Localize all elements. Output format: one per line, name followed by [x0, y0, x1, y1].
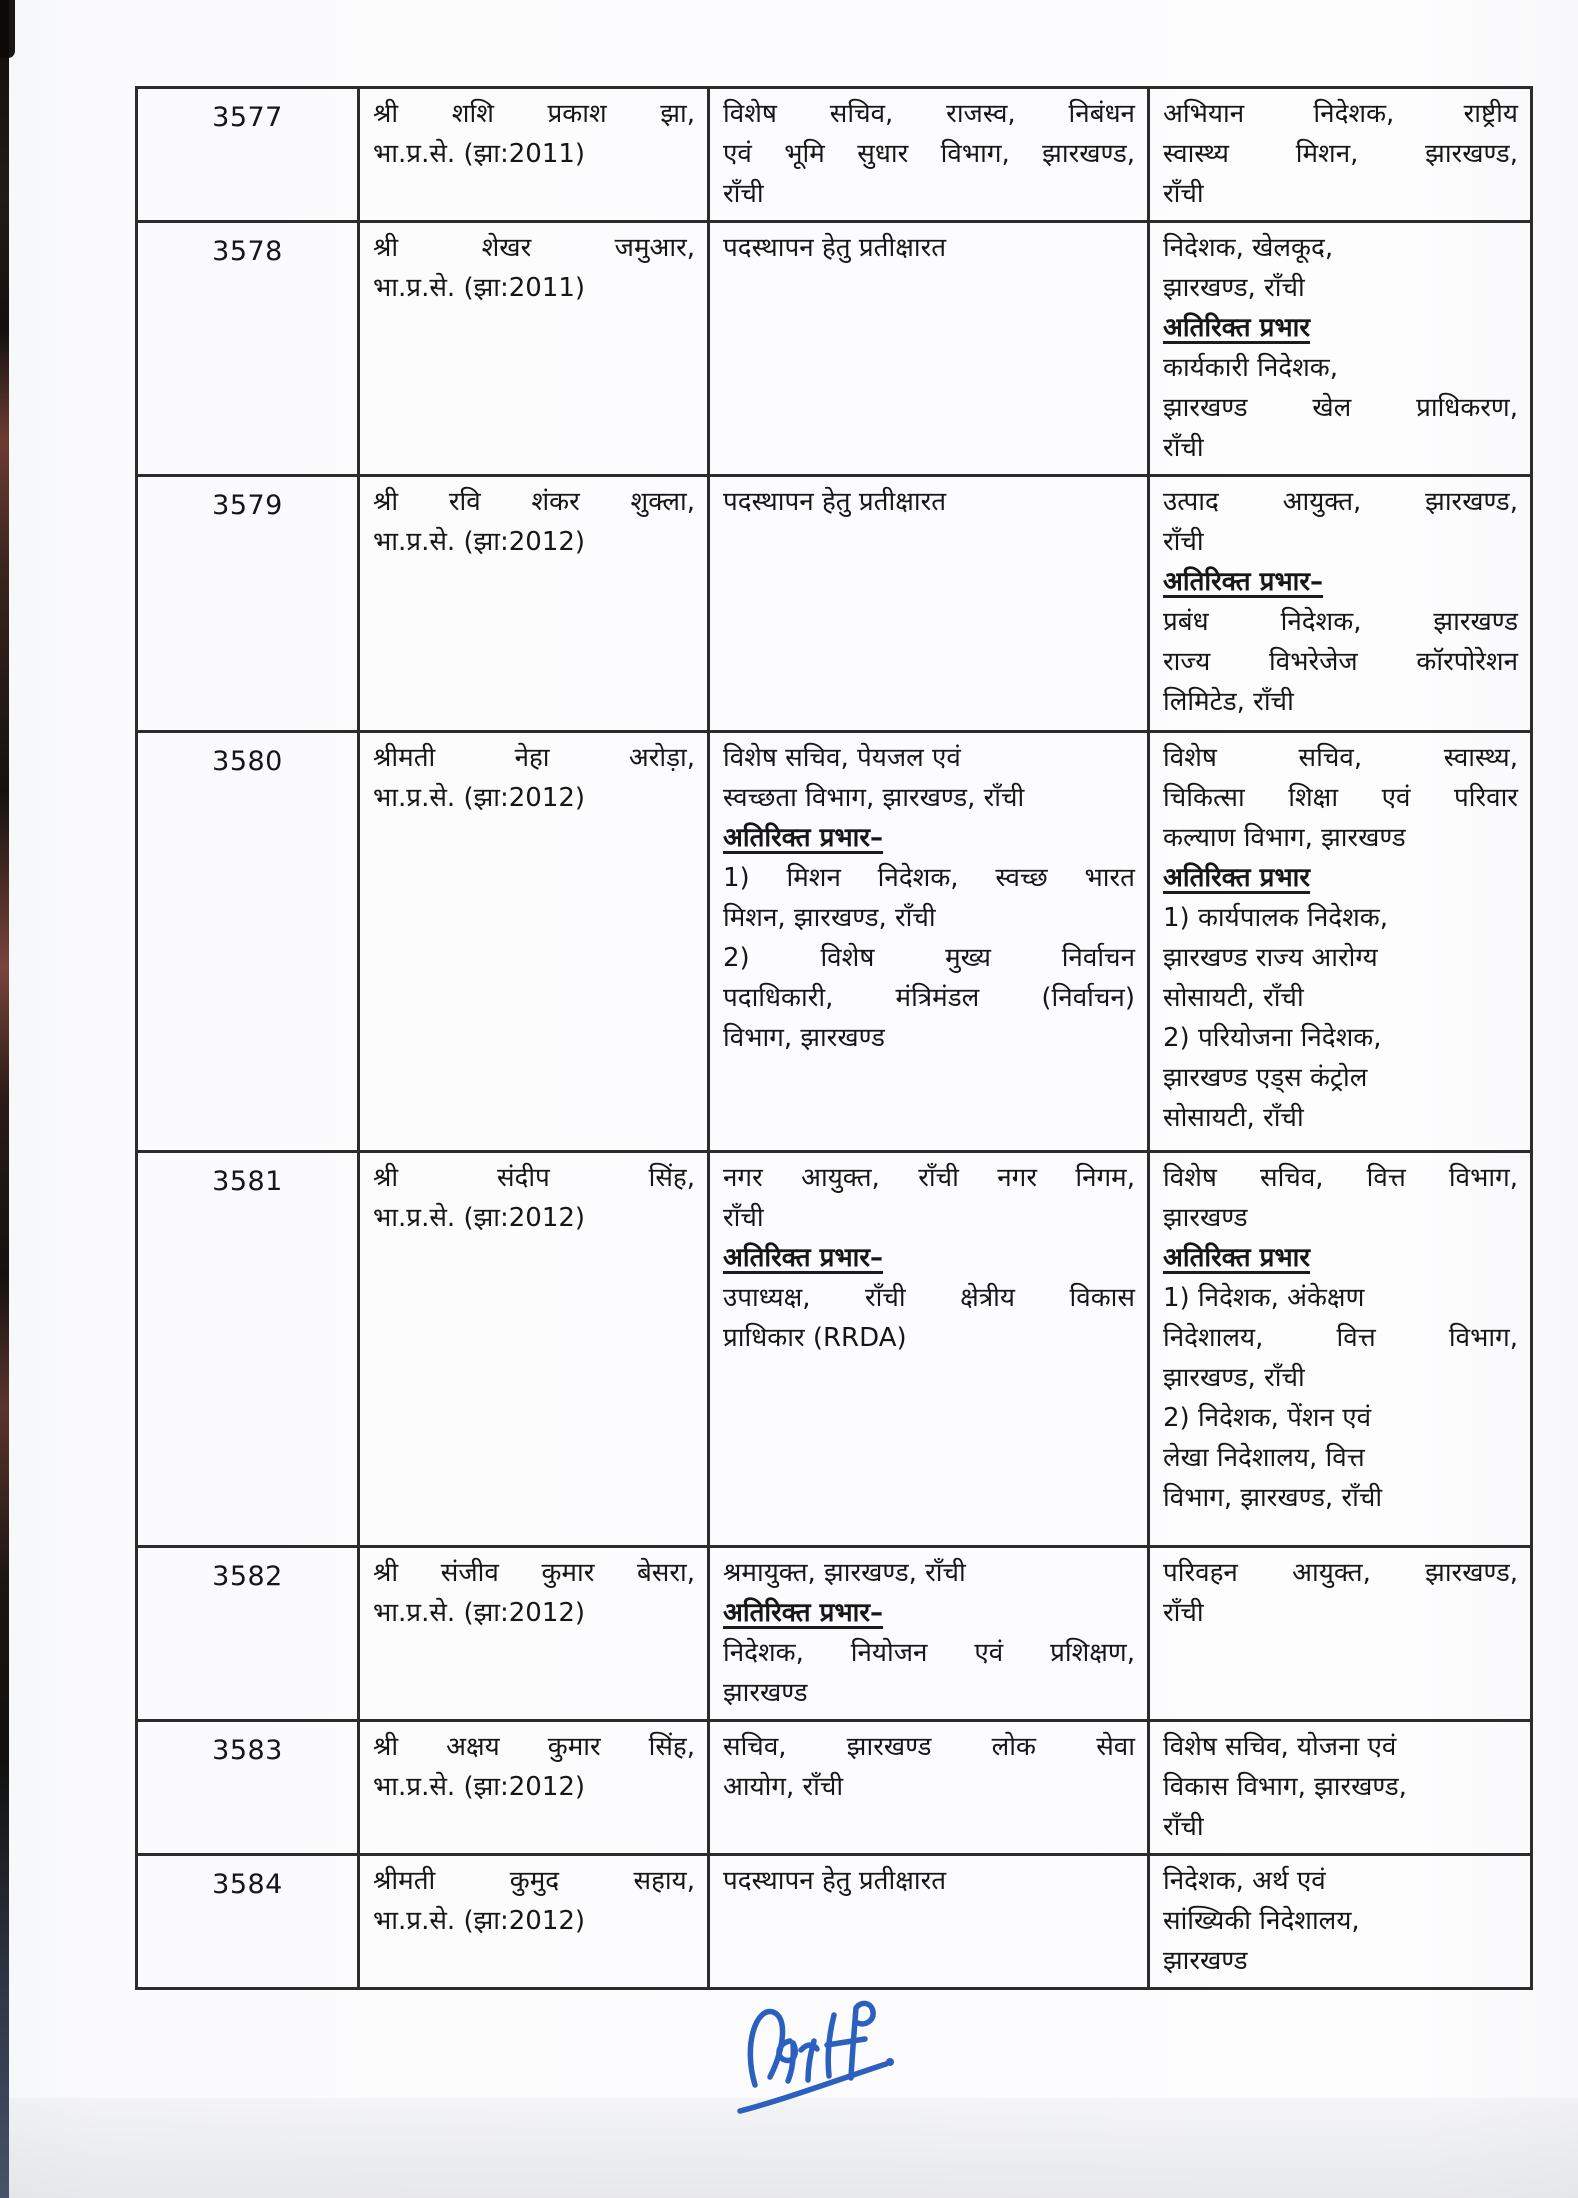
table-row	[137, 1547, 1532, 1721]
text-line: श्रीमती कुमुद सहाय,	[373, 1866, 695, 1896]
present-posting-cell	[709, 476, 1149, 732]
serial-cell	[137, 1855, 359, 1989]
text-line: विशेष सचिव, योजना एवं	[1163, 1732, 1397, 1762]
officer-name-cell	[359, 1152, 709, 1547]
text-line: भा.प्र.से. (झा:2012)	[373, 1906, 586, 1936]
text-line	[1163, 308, 1518, 348]
text-line: विशेष सचिव, वित्त विभाग,	[1163, 1163, 1518, 1193]
text-line: श्री शेखर जमुआर,	[373, 233, 695, 263]
officer-name-cell	[359, 476, 709, 732]
present-posting-cell	[709, 1855, 1149, 1989]
officer-name-cell	[359, 1855, 709, 1989]
text-line: राँची	[1163, 1598, 1204, 1628]
new-posting-cell	[1149, 1855, 1532, 1989]
text-line: भा.प्र.से. (झा:2012)	[373, 1772, 586, 1802]
additional-charge-heading: अतिरिक्त प्रभार	[1163, 1243, 1311, 1273]
text-line: विशेष सचिव, पेयजल एवं	[723, 743, 961, 773]
officer-name-cell	[359, 732, 709, 1152]
text-line: परिवहन आयुक्त, झारखण्ड,	[1163, 1558, 1518, 1588]
text-line: 2) परियोजना निदेशक,	[1163, 1023, 1382, 1053]
text-line: निदेशक, नियोजन एवं प्रशिक्षण,	[723, 1638, 1135, 1668]
text-line: भा.प्र.से. (झा:2012)	[373, 1598, 586, 1628]
text-line: कल्याण विभाग, झारखण्ड	[1163, 823, 1406, 853]
text-line: श्रमायुक्त, झारखण्ड, राँची	[723, 1558, 966, 1588]
text-line: सोसायटी, राँची	[1163, 983, 1304, 1013]
text-line: श्रीमती नेहा अरोड़ा,	[373, 743, 695, 773]
text-line: भा.प्र.से. (झा:2011)	[373, 273, 586, 303]
text-line: लेखा निदेशालय, वित्त	[1163, 1443, 1365, 1473]
text-line: 1) निदेशक, अंकेक्षण	[1163, 1283, 1365, 1313]
serial-number: 3579	[212, 490, 283, 521]
text-line	[1163, 858, 1518, 898]
text-line: झारखण्ड	[1163, 1946, 1248, 1976]
serial-cell	[137, 222, 359, 476]
serial-number: 3583	[212, 1735, 283, 1766]
table-row	[137, 222, 1532, 476]
text-line: राज्य विभरेजेज कॉरपोरेशन	[1163, 647, 1518, 677]
text-line: कार्यकारी निदेशक,	[1163, 353, 1338, 383]
text-line: पदाधिकारी, मंत्रिमंडल (निर्वाचन)	[723, 983, 1135, 1013]
signature-stroke	[801, 2041, 817, 2080]
serial-number: 3581	[212, 1166, 283, 1197]
text-line: भा.प्र.से. (झा:2012)	[373, 783, 586, 813]
text-line: पदस्थापन हेतु प्रतीक्षारत	[723, 487, 947, 517]
officer-name-cell	[359, 1721, 709, 1855]
additional-charge-heading: अतिरिक्त प्रभार–	[723, 1598, 884, 1628]
text-line	[1163, 1238, 1518, 1278]
text-line	[723, 1238, 1135, 1278]
text-line: मिशन, झारखण्ड, राँची	[723, 903, 936, 933]
text-line: विशेष सचिव, राजस्व, निबंधन	[723, 99, 1135, 129]
present-posting-cell	[709, 1547, 1149, 1721]
text-line: 2) निदेशक, पेंशन एवं	[1163, 1403, 1372, 1433]
text-line: प्राधिकार (RRDA)	[723, 1323, 907, 1353]
text-line: अभियान निदेशक, राष्ट्रीय	[1163, 99, 1518, 129]
present-posting-cell	[709, 732, 1149, 1152]
new-posting-cell	[1149, 1152, 1532, 1547]
officer-name-cell	[359, 1547, 709, 1721]
serial-number: 3577	[212, 102, 283, 133]
text-line: आयोग, राँची	[723, 1772, 844, 1802]
text-line: झारखण्ड, राँची	[1163, 1363, 1305, 1393]
text-line: स्वास्थ्य मिशन, झारखण्ड,	[1163, 139, 1518, 169]
text-line: झारखण्ड	[1163, 1203, 1248, 1233]
text-line: सांख्यिकी निदेशालय,	[1163, 1906, 1360, 1936]
serial-number: 3578	[212, 236, 283, 267]
text-line: 1) मिशन निदेशक, स्वच्छ भारत	[723, 863, 1135, 893]
additional-charge-heading: अतिरिक्त प्रभार–	[1163, 567, 1324, 597]
text-line: राँची	[1163, 527, 1204, 557]
text-line: राँची	[1163, 179, 1204, 209]
text-line: झारखण्ड राज्य आरोग्य	[1163, 943, 1378, 973]
scan-corner-mark	[0, 0, 15, 58]
present-posting-cell	[709, 222, 1149, 476]
table-row	[137, 88, 1532, 222]
text-line: श्री अक्षय कुमार सिंह,	[373, 1732, 695, 1762]
text-line: विकास विभाग, झारखण्ड,	[1163, 1772, 1407, 1802]
text-line: स्वच्छता विभाग, झारखण्ड, राँची	[723, 783, 1025, 813]
text-line: श्री रवि शंकर शुक्ला,	[373, 487, 695, 517]
present-posting-cell	[709, 88, 1149, 222]
text-line: लिमिटेड, राँची	[1163, 687, 1294, 717]
text-line: झारखण्ड खेल प्राधिकरण,	[1163, 393, 1518, 423]
text-line: सोसायटी, राँची	[1163, 1103, 1304, 1133]
text-line: राँची	[1163, 1812, 1204, 1842]
text-line: राँची	[1163, 433, 1204, 463]
table-row	[137, 1855, 1532, 1989]
scan-binding-edge	[0, 0, 9, 2198]
text-line: एवं भूमि सुधार विभाग, झारखण्ड,	[723, 139, 1135, 169]
new-posting-cell	[1149, 1547, 1532, 1721]
text-line: श्री संजीव कुमार बेसरा,	[373, 1558, 695, 1588]
officer-name-cell	[359, 88, 709, 222]
text-line: भा.प्र.से. (झा:2012)	[373, 527, 586, 557]
text-line: भा.प्र.से. (झा:2012)	[373, 1203, 586, 1233]
text-line: श्री संदीप सिंह,	[373, 1163, 695, 1193]
text-line: राँची	[723, 1203, 764, 1233]
text-line: झारखण्ड एड्स कंट्रोल	[1163, 1063, 1368, 1093]
text-line: 2) विशेष मुख्य निर्वाचन	[723, 943, 1135, 973]
new-posting-cell	[1149, 88, 1532, 222]
text-line: पदस्थापन हेतु प्रतीक्षारत	[723, 233, 947, 263]
new-posting-cell	[1149, 476, 1532, 732]
text-line: निदेशक, अर्थ एवं	[1163, 1866, 1326, 1896]
serial-cell	[137, 1152, 359, 1547]
text-line: झारखण्ड	[723, 1678, 808, 1708]
serial-cell	[137, 1547, 359, 1721]
signature-stroke	[779, 2041, 795, 2081]
text-line: 1) कार्यपालक निदेशक,	[1163, 903, 1388, 933]
text-line: प्रबंध निदेशक, झारखण्ड	[1163, 607, 1518, 637]
table-row	[137, 1721, 1532, 1855]
serial-number: 3582	[212, 1561, 283, 1592]
text-line: भा.प्र.से. (झा:2011)	[373, 139, 586, 169]
text-line	[723, 818, 1135, 858]
text-line: राँची	[723, 179, 764, 209]
text-line: विशेष सचिव, स्वास्थ्य,	[1163, 743, 1518, 773]
present-posting-cell	[709, 1721, 1149, 1855]
signature-underline	[740, 2064, 886, 2111]
text-line: चिकित्सा शिक्षा एवं परिवार	[1163, 783, 1518, 813]
text-line	[723, 1593, 1135, 1633]
additional-charge-heading: अतिरिक्त प्रभार	[1163, 313, 1311, 343]
new-posting-cell	[1149, 222, 1532, 476]
signature-dot	[886, 2058, 894, 2066]
text-line: निदेशक, खेलकूद,	[1163, 233, 1334, 263]
additional-charge-heading: अतिरिक्त प्रभार–	[723, 823, 884, 853]
serial-cell	[137, 88, 359, 222]
serial-cell	[137, 476, 359, 732]
additional-charge-heading: अतिरिक्त प्रभार	[1163, 863, 1311, 893]
additional-charge-heading: अतिरिक्त प्रभार–	[723, 1243, 884, 1273]
text-line	[1163, 562, 1518, 602]
table-row	[137, 476, 1532, 732]
serial-cell	[137, 732, 359, 1152]
text-line: निदेशालय, वित्त विभाग,	[1163, 1323, 1518, 1353]
serial-number: 3584	[212, 1869, 283, 1900]
text-line: पदस्थापन हेतु प्रतीक्षारत	[723, 1866, 947, 1896]
text-line: श्री शशि प्रकाश झा,	[373, 99, 695, 129]
officer-name-cell	[359, 222, 709, 476]
text-line: झारखण्ड, राँची	[1163, 273, 1305, 303]
text-line: सचिव, झारखण्ड लोक सेवा	[723, 1732, 1135, 1762]
text-line: विभाग, झारखण्ड	[723, 1023, 885, 1053]
text-line: उत्पाद आयुक्त, झारखण्ड,	[1163, 487, 1518, 517]
signature	[728, 1993, 903, 2123]
posting-table-body	[137, 88, 1532, 1989]
text-line: उपाध्यक्ष, राँची क्षेत्रीय विकास	[723, 1283, 1135, 1313]
table-row	[137, 1152, 1532, 1547]
text-line: विभाग, झारखण्ड, राँची	[1163, 1483, 1383, 1513]
serial-cell	[137, 1721, 359, 1855]
posting-order-table	[135, 86, 1533, 1990]
present-posting-cell	[709, 1152, 1149, 1547]
new-posting-cell	[1149, 1721, 1532, 1855]
table-row	[137, 732, 1532, 1152]
new-posting-cell	[1149, 732, 1532, 1152]
serial-number: 3580	[212, 746, 283, 777]
text-line: नगर आयुक्त, राँची नगर निगम,	[723, 1163, 1135, 1193]
